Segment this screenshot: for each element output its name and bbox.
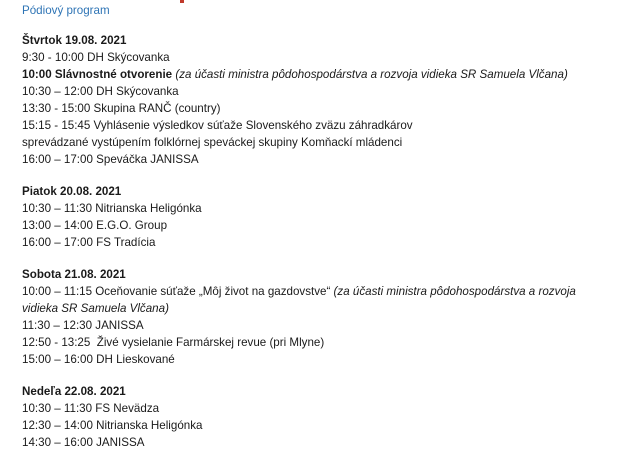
program-item: 10:00 Slávnostné otvorenie (za účasti ministra pôdohospodárstva a rozvoja vidieka SR Samuela Vlčana) — [22, 68, 568, 81]
day-title: Štvrtok 19.08. 2021 — [22, 34, 127, 47]
day-title: Sobota 21.08. 2021 — [22, 268, 126, 281]
day-section-sunday — [22, 383, 612, 451]
program-item: 10:30 – 11:30 Nitrianska Heligónka — [22, 202, 202, 215]
program-heading: Pódiový program — [22, 4, 110, 17]
day-section-thursday — [22, 32, 612, 168]
program-item: 9:30 - 10:00 DH Skýcovanka — [22, 51, 170, 64]
program-item: 10:30 – 12:00 DH Skýcovanka — [22, 85, 179, 98]
program-item: 15:00 – 16:00 DH Lieskované — [22, 353, 175, 366]
day-section-friday — [22, 183, 612, 251]
program-item: 12:50 - 13:25 Živé vysielanie Farmárskej revue (pri Mlyne) — [22, 336, 325, 349]
program-item: 10:00 – 11:15 Oceňovanie súťaže „Môj život na gazdovstve“ (za účasti ministra pôdohospodárstva a rozvoja — [22, 285, 576, 298]
program-document — [22, 0, 612, 451]
program-item: 14:30 – 16:00 JANISSA — [22, 436, 145, 449]
program-item: 13:30 - 15:00 Skupina RANČ (country) — [22, 102, 221, 115]
day-title: Piatok 20.08. 2021 — [22, 185, 122, 198]
program-item: 16:00 – 17:00 Speváčka JANISSA — [22, 153, 199, 166]
day-title: Nedeľa 22.08. 2021 — [22, 385, 126, 398]
program-item: vidieka SR Samuela Vlčana) — [22, 302, 169, 315]
program-item: 10:30 – 11:30 FS Nevädza — [22, 402, 160, 415]
program-item: sprevádzané vystúpením folklórnej speváckej skupiny Komňackí mládenci — [22, 136, 403, 149]
program-item: 13:00 – 14:00 E.G.O. Group — [22, 219, 168, 232]
program-item: 11:30 – 12:30 JANISSA — [22, 319, 144, 332]
program-item: 12:30 – 14:00 Nitrianska Heligónka — [22, 419, 203, 432]
program-item: 15:15 - 15:45 Vyhlásenie výsledkov súťaže Slovenského zväzu záhradkárov — [22, 119, 413, 132]
program-item: 16:00 – 17:00 FS Tradícia — [22, 236, 156, 249]
day-section-saturday — [22, 266, 612, 368]
